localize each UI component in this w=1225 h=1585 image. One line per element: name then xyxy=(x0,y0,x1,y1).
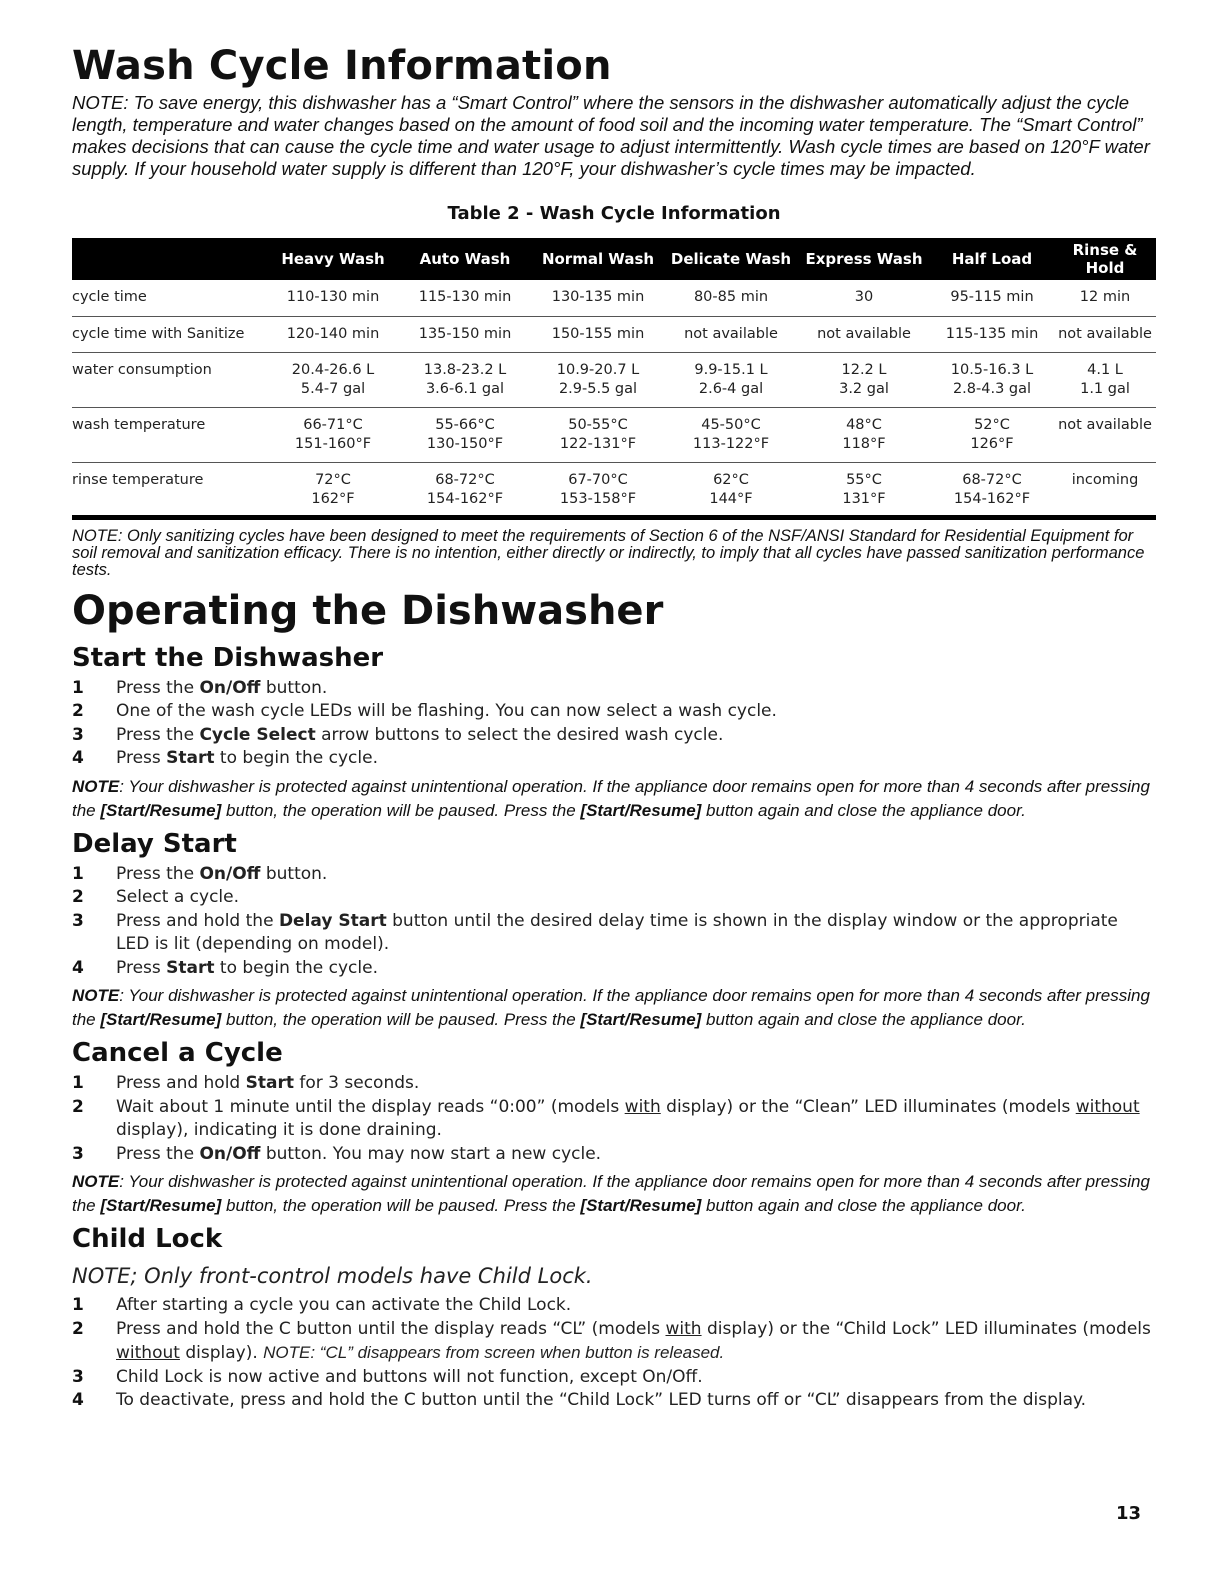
table-cell xyxy=(798,352,930,407)
table-cell xyxy=(268,316,398,352)
step-number: 2 xyxy=(72,701,84,721)
table-cell xyxy=(930,280,1054,316)
list-item xyxy=(72,910,1156,957)
table-header: Delicate Wash xyxy=(670,250,792,268)
table-cell xyxy=(268,407,398,462)
step-text: for 3 seconds. xyxy=(293,1073,420,1093)
table-cell xyxy=(664,280,798,316)
protection-note xyxy=(72,1170,1156,1218)
intro-note: NOTE: To save energy, this dishwasher has a “Smart Control” where the sensors in the dishwasher automatically adjust the cycle length, temperature and water changes based on the amount of food soil and the incoming water temperature. The “Smart Control” makes decisions that can cause the cycle time and water usage to adjust intermittently. Wash cycle times are based on 120°F water supply. If your household water supply is different than 120°F, your dishwasher’s cycle times may be impacted. xyxy=(72,92,1150,179)
cell-line: 30 xyxy=(854,289,874,305)
step-text: Press the xyxy=(116,1143,200,1164)
table-cell xyxy=(268,462,398,517)
list-item xyxy=(72,863,1156,887)
child-lock-steps xyxy=(72,1294,1156,1413)
list-item xyxy=(72,957,1156,981)
step-text: Press the xyxy=(116,677,200,698)
cell-line: 4.1 L xyxy=(1087,361,1123,378)
step-text: to begin the cycle. xyxy=(214,748,378,768)
cell-line: 115-130 min xyxy=(418,289,512,305)
note-text: button again and close the appliance door. xyxy=(701,800,1026,820)
table-cell xyxy=(664,352,798,407)
cell-line: not available xyxy=(684,325,778,342)
wash-cycle-table xyxy=(72,238,1156,520)
note-text: : Your dishwasher is protected against unintentional operation. If the appliance door remains open for more than 4 seconds after pressing the xyxy=(72,1172,1150,1215)
cell-line: 80-85 min xyxy=(693,289,769,305)
table-row xyxy=(72,352,1156,407)
step-number: 1 xyxy=(72,677,84,698)
table-cell xyxy=(664,407,798,462)
page-number: 13 xyxy=(1115,1503,1141,1524)
table-cell xyxy=(398,462,532,517)
step-bold: On/Off xyxy=(199,1143,261,1164)
table-cell xyxy=(532,407,664,462)
note-text: button again and close the appliance door. xyxy=(701,1196,1026,1215)
delay-heading: Delay Start xyxy=(72,828,237,859)
cell-line: 67-70°C xyxy=(568,471,628,488)
note-label: NOTE xyxy=(72,776,120,796)
step-bold: Cycle Select xyxy=(199,724,316,745)
table-cell xyxy=(930,352,1054,407)
step-text: Press xyxy=(116,748,167,768)
cell-line: 48°C xyxy=(846,416,882,433)
step-number: 2 xyxy=(72,1096,84,1117)
list-item xyxy=(72,1072,1156,1096)
step-text: Press the xyxy=(116,863,200,884)
table-cell xyxy=(930,462,1054,517)
step-number: 4 xyxy=(72,1390,84,1410)
table-row xyxy=(72,407,1156,462)
table-note: NOTE: Only sanitizing cycles have been designed to meet the requirements of Section 6 of the NSF/ANSI Standard for Residential Equipment for soil removal and sanitization efficacy. There is no intention, either directly or indirectly, to imply that all cycles have passed sanitization performance tests. xyxy=(72,526,1145,579)
cell-line: 2.9-5.5 gal xyxy=(558,380,638,397)
step-bold: On/Off xyxy=(199,863,261,884)
step-text: to begin the cycle. xyxy=(214,957,378,978)
step-text: button until the desired delay time is shown in the display window or the appropriate LED is lit (depending on model). xyxy=(116,910,1118,954)
child-lock-note: NOTE; Only front-control models have Child Lock. xyxy=(72,1264,593,1288)
note-label: NOTE xyxy=(72,1172,120,1191)
step-underline: with xyxy=(624,1096,661,1117)
row-label: water consumption xyxy=(72,361,212,378)
protection-note xyxy=(72,775,1156,823)
step-text: Press and hold the xyxy=(116,910,279,931)
cell-line: 3.6-6.1 gal xyxy=(425,380,505,397)
delay-steps xyxy=(72,863,1156,981)
cell-line: 68-72°C xyxy=(435,471,495,488)
step-number: 3 xyxy=(72,910,84,931)
step-text: After starting a cycle you can activate the Child Lock. xyxy=(116,1295,572,1315)
table-cell xyxy=(1054,462,1156,517)
cell-line: 95-115 min xyxy=(950,289,1034,305)
cell-line: 2.6-4 gal xyxy=(698,380,764,397)
cell-line: 52°C xyxy=(974,416,1010,433)
table-title: Table 2 - Wash Cycle Information xyxy=(447,203,781,224)
list-item xyxy=(72,700,1156,724)
cell-line: 154-162°F xyxy=(426,490,504,507)
manual-page xyxy=(72,40,1156,1413)
cell-line: 130-150°F xyxy=(426,435,504,452)
cell-line: 55-66°C xyxy=(435,416,495,433)
step-text: button. xyxy=(260,677,328,698)
cell-line: 66-71°C xyxy=(303,416,363,433)
cell-line: 135-150 min xyxy=(418,325,512,342)
step-number: 3 xyxy=(72,724,84,745)
step-number: 2 xyxy=(72,1318,84,1339)
table-cell xyxy=(798,462,930,517)
cell-line: 162°F xyxy=(311,490,355,507)
step-text: Press xyxy=(116,957,167,978)
row-label: wash temperature xyxy=(72,416,206,433)
list-item xyxy=(72,1294,1156,1318)
note-text: : Your dishwasher is protected against unintentional operation. If the appliance door remains open for more than 4 seconds after pressing the xyxy=(72,776,1150,820)
cell-line: 118°F xyxy=(842,435,886,452)
step-number: 4 xyxy=(72,748,84,768)
cell-line: 9.9-15.1 L xyxy=(694,361,768,378)
row-label: cycle time xyxy=(72,289,147,305)
table-header: Half Load xyxy=(951,250,1033,268)
table-row xyxy=(72,280,1156,316)
note-button-name: [Start/Resume] xyxy=(100,800,222,820)
cell-line: 122-131°F xyxy=(559,435,637,452)
table-cell xyxy=(268,280,398,316)
cell-line: 1.1 gal xyxy=(1080,380,1130,397)
cell-line: not available xyxy=(1058,416,1152,433)
step-text: Press and hold xyxy=(116,1073,246,1093)
cell-line: 131°F xyxy=(842,490,886,507)
cell-line: 115-135 min xyxy=(945,325,1039,342)
table-cell xyxy=(532,316,664,352)
step-number: 1 xyxy=(72,1295,84,1315)
cell-line: 110-130 min xyxy=(286,289,380,305)
step-text: display) or the “Child Lock” LED illuminates (models xyxy=(701,1318,1151,1339)
note-button-name: [Start/Resume] xyxy=(580,1196,702,1215)
step-text: button. You may now start a new cycle. xyxy=(260,1143,602,1164)
table-cell xyxy=(930,316,1054,352)
note-text: button, the operation will be paused. Press the xyxy=(221,800,581,820)
note-button-name: [Start/Resume] xyxy=(580,800,702,820)
cell-line: 45-50°C xyxy=(701,416,761,433)
step-text: One of the wash cycle LEDs will be flashing. You can now select a wash cycle. xyxy=(116,701,777,721)
cell-line: 120-140 min xyxy=(286,325,380,342)
table-row xyxy=(72,316,1156,352)
child-lock-heading: Child Lock xyxy=(72,1224,223,1254)
list-item xyxy=(72,1096,1156,1143)
step-text: Select a cycle. xyxy=(116,887,240,907)
table-header: Rinse & Hold xyxy=(1072,241,1138,277)
step-bold: On/Off xyxy=(199,677,261,698)
cell-line: 150-155 min xyxy=(551,325,645,342)
table-cell xyxy=(398,352,532,407)
cancel-steps xyxy=(72,1072,1156,1166)
step-bold: Start xyxy=(245,1073,294,1093)
row-label: cycle time with Sanitize xyxy=(72,325,245,342)
page-title: Wash Cycle Information xyxy=(72,43,612,89)
table-header: Auto Wash xyxy=(419,250,511,268)
step-number: 3 xyxy=(72,1143,84,1164)
step-inline-note: NOTE: “CL” disappears from screen when button is released. xyxy=(263,1343,725,1362)
step-text: Wait about 1 minute until the display reads “0:00” (models xyxy=(116,1096,625,1117)
cell-line: 5.4-7 gal xyxy=(300,380,366,397)
step-text: Child Lock is now active and buttons will not function, except On/Off. xyxy=(116,1366,703,1387)
list-item xyxy=(72,747,1156,771)
step-text: display) or the “Clean” LED illuminates (models xyxy=(660,1096,1076,1117)
list-item xyxy=(72,1366,1156,1390)
table-cell xyxy=(532,462,664,517)
row-label: rinse temperature xyxy=(72,471,204,488)
note-text: : Your dishwasher is protected against unintentional operation. If the appliance door remains open for more than 4 seconds after pressing the xyxy=(72,986,1150,1029)
table-cell xyxy=(1054,316,1156,352)
cell-line: 154-162°F xyxy=(953,490,1031,507)
table-cell xyxy=(1054,352,1156,407)
table-header-row xyxy=(72,238,1156,280)
step-underline: without xyxy=(116,1343,180,1363)
table-header: Normal Wash xyxy=(541,250,655,268)
cell-line: 12.2 L xyxy=(841,361,887,378)
start-steps xyxy=(72,677,1156,771)
cell-line: 3.2 gal xyxy=(839,380,889,397)
cell-line: 12 min xyxy=(1079,289,1131,305)
list-item xyxy=(72,1389,1156,1413)
step-number: 1 xyxy=(72,1073,84,1093)
table-cell xyxy=(798,407,930,462)
protection-note xyxy=(72,984,1156,1032)
cell-line: 10.9-20.7 L xyxy=(556,361,640,378)
cell-line: 153-158°F xyxy=(559,490,637,507)
cell-line: 72°C xyxy=(315,471,351,488)
cell-line: 113-122°F xyxy=(692,435,770,452)
note-text: button, the operation will be paused. Press the xyxy=(221,1196,581,1215)
step-text: arrow buttons to select the desired wash cycle. xyxy=(315,724,724,745)
list-item xyxy=(72,724,1156,748)
table-cell xyxy=(532,352,664,407)
table-header xyxy=(72,238,268,280)
note-button-name: [Start/Resume] xyxy=(100,1196,222,1215)
note-button-name: [Start/Resume] xyxy=(100,1010,222,1029)
step-number: 2 xyxy=(72,887,84,907)
table-cell xyxy=(798,316,930,352)
cell-line: 10.5-16.3 L xyxy=(950,361,1034,378)
table-cell xyxy=(930,407,1054,462)
step-bold: Start xyxy=(166,748,215,768)
cell-line: 50-55°C xyxy=(568,416,628,433)
list-item xyxy=(72,886,1156,910)
list-item xyxy=(72,1318,1156,1366)
table-cell xyxy=(398,316,532,352)
table-cell xyxy=(398,407,532,462)
section-title: Operating the Dishwasher xyxy=(72,587,664,634)
cell-line: 20.4-26.6 L xyxy=(291,361,375,378)
table-cell xyxy=(664,316,798,352)
cell-line: 151-160°F xyxy=(294,435,372,452)
table-cell xyxy=(664,462,798,517)
cell-line: 55°C xyxy=(846,471,882,488)
note-label: NOTE xyxy=(72,986,120,1005)
cell-line: not available xyxy=(817,325,911,342)
step-text: display), indicating it is done draining. xyxy=(116,1120,442,1140)
step-bold: Start xyxy=(166,957,215,978)
table-cell xyxy=(398,280,532,316)
step-text: display). xyxy=(179,1343,264,1363)
table-cell xyxy=(532,280,664,316)
cell-line: 68-72°C xyxy=(962,471,1022,488)
step-text: Press and hold the C button until the display reads “CL” (models xyxy=(116,1318,666,1339)
step-text: Press the xyxy=(116,724,200,745)
table-cell xyxy=(798,280,930,316)
cell-line: 130-135 min xyxy=(551,289,645,305)
cell-line: 126°F xyxy=(970,435,1014,452)
start-heading: Start the Dishwasher xyxy=(72,642,384,673)
cell-line: 62°C xyxy=(713,471,749,488)
cell-line: 144°F xyxy=(709,490,753,507)
list-item xyxy=(72,677,1156,701)
cell-line: incoming xyxy=(1071,471,1139,488)
table-row xyxy=(72,462,1156,517)
table-header: Heavy Wash xyxy=(281,250,385,268)
cancel-heading: Cancel a Cycle xyxy=(72,1038,283,1068)
step-number: 3 xyxy=(72,1366,84,1387)
step-bold: Delay Start xyxy=(278,910,387,931)
step-underline: without xyxy=(1075,1096,1140,1117)
step-underline: with xyxy=(665,1318,702,1339)
table-cell xyxy=(1054,407,1156,462)
step-text: To deactivate, press and hold the C button until the “Child Lock” LED turns off or “CL” disappears from the display. xyxy=(116,1390,1087,1410)
note-text: button, the operation will be paused. Press the xyxy=(221,1010,581,1029)
step-number: 4 xyxy=(72,957,84,978)
table-cell xyxy=(268,352,398,407)
note-button-name: [Start/Resume] xyxy=(580,1010,702,1029)
table-cell xyxy=(1054,280,1156,316)
list-item xyxy=(72,1143,1156,1167)
table-header: Express Wash xyxy=(805,250,923,268)
note-text: button again and close the appliance door. xyxy=(701,1010,1026,1029)
cell-line: 13.8-23.2 L xyxy=(423,361,507,378)
cell-line: 2.8-4.3 gal xyxy=(952,380,1032,397)
cell-line: not available xyxy=(1058,325,1152,342)
step-number: 1 xyxy=(72,863,84,884)
step-text: button. xyxy=(260,863,328,884)
